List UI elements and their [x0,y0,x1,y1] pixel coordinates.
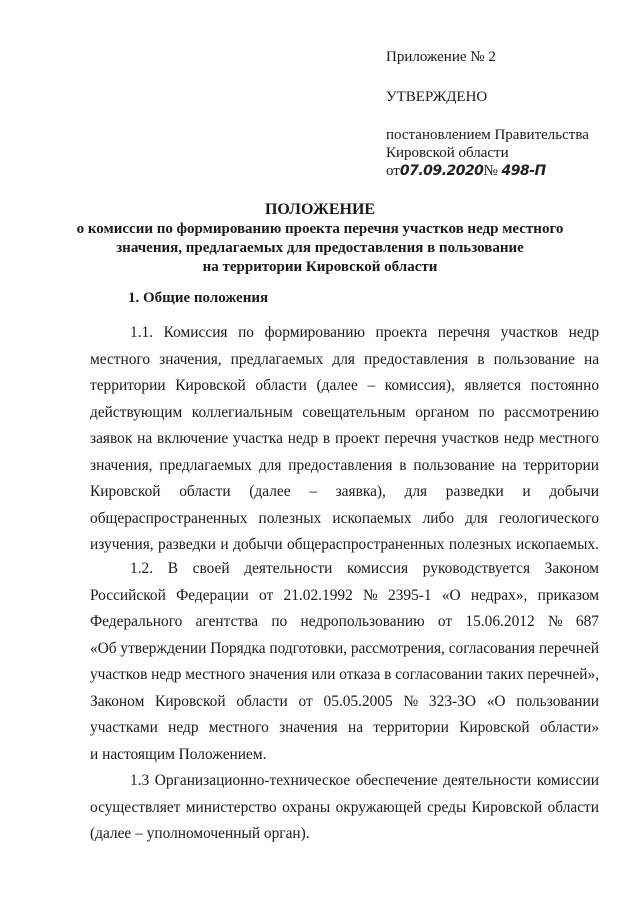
decree-line-1: постановлением Правительства [386,127,589,143]
paragraph-1-3 [90,768,599,848]
appendix-number: Приложение № 2 [386,49,496,65]
text-line: 1.1. Комиссия по формированию проекта перечня участков недр [130,324,600,341]
text-line: местного значения, предлагаемых для предоставления в пользование на [90,350,600,368]
text-line: осуществляет министерство охраны окружающей среды Кировской области [90,798,600,816]
document-title [0,200,640,277]
text-line: участками недр местного значения на территории Кировской области» [90,719,600,736]
text-line: общераспространенных полезных ископаемых либо для геологического [90,509,600,527]
text-line: и настоящим Положением. [90,745,267,763]
text-line: участков недр местного значения или отказа в согласовании таких перечней», [90,666,600,683]
text-line: (далее – уполномоченный орган). [90,825,310,842]
text-line: «Об утверждении Порядка подготовки, рассмотрения, согласования перечней [90,639,599,657]
text-line: действующим коллегиальным совещательным органом по рассмотрению [90,403,599,421]
text-line: территории Кировской области (далее – комиссия), является постоянно [90,377,600,394]
text-line: значения, предлагаемых для предоставления в пользование на территории [90,456,599,474]
section-heading: 1. Общие положения [128,290,269,306]
paragraph-1-2 [90,556,599,768]
text-line: Российской Федерации от 21.02.1992 № 2395-1 «О недрах», приказом [90,586,599,604]
number-prefix: № [483,163,498,179]
text-line: Законом Кировской области от 05.05.2005 № 323-ЗО «О пользовании [90,692,599,710]
title-line-2: значения, предлагаемых для предоставления в пользование [116,240,524,256]
text-line: Федерального агентства по недропользованию от 15.06.2012 № 687 [90,613,599,630]
title-line-1: о комиссии по формированию проекта перечня участков недр местного [76,221,564,237]
text-line: 1.2. В своей деятельности комиссия руководствуется Законом [130,560,599,577]
text-line: Кировской области (далее – заявка), для разведки и добычи [90,483,599,500]
decree-line-2: Кировской области [386,145,509,161]
title-line-3: на территории Кировской области [202,259,438,275]
paragraph-1-1 [90,320,599,559]
date-prefix: от [386,163,400,179]
text-line: заявок на включение участка недр в проект перечня участков недр местного [90,430,599,447]
text-line: 1.3 Организационно-техническое обеспечение деятельности комиссии [130,772,599,789]
title-main: ПОЛОЖЕНИЕ [264,201,376,218]
approved-stamp-text: УТВЕРЖДЕНО [386,89,488,105]
handwritten-number: 498-П [501,163,546,179]
handwritten-date: 07.09.2020 [399,163,484,179]
text-line: изучения, разведки и добычи общераспространенных полезных ископаемых. [90,536,599,553]
decree-date-number [386,162,546,180]
